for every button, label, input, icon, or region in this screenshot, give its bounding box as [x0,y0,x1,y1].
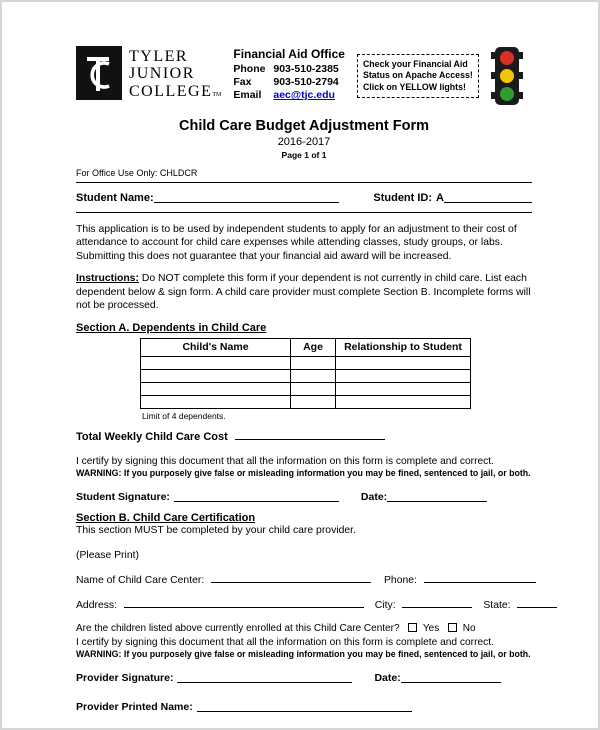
instructions-label: Instructions: [76,273,139,285]
notice-line2: Status on Apache Access! [362,70,473,81]
fax-label: Fax [233,76,252,89]
dependents-table [140,338,471,409]
enrollment-question: Are the children listed above currently enrolled at this Child Care Center? [76,622,400,634]
address-row [76,597,532,611]
student-name-field [154,192,339,203]
instructions-text: Do NOT complete this form if your dependent is not currently in child care. List each dependent below & sign form. A child care provider must complete Section B. Incomplete forms will not be processed. [76,273,531,312]
student-id-label: Student ID: [373,191,433,204]
total-weekly-row [76,429,532,443]
date-label: Date: [360,490,388,503]
intro-paragraph: This application is to be used by independent students to apply for an adjustment to their cost of attendance to account for child care expenses while attending classes, study groups, or labs. Submitting this does not guarantee that your financial aid award will be increased. [76,223,517,262]
student-signature-label: Student Signature: [76,490,170,503]
student-name-label: Student Name: [76,191,154,204]
section-a-heading: Section A. Dependents in Child Care [76,321,267,334]
please-print-note: (Please Print) [76,549,139,561]
office-title: Financial Aid Office [233,47,345,61]
provider-date-field [401,672,501,683]
red-light [500,51,514,65]
table-row [141,369,471,382]
table-row [141,356,471,369]
center-name-row [76,572,532,586]
college-name [129,48,221,100]
center-name-label: Name of Child Care Center: [76,574,205,586]
email-row [233,89,345,102]
traffic-light-icon [489,46,525,106]
warning-statement: WARNING: If you purposely give false or misleading information you may be fined, sentenced to jail, or both. [76,467,531,478]
green-light [500,87,514,101]
yellow-light [500,69,514,83]
notice-line1: Check your Financial Aid [362,59,468,69]
email-link[interactable]: aec@tjc.edu [273,89,335,102]
college-logo [76,46,221,100]
header-age: Age [291,338,336,356]
header-relationship: Relationship to Student [336,338,471,356]
header [76,46,532,106]
divider-bottom [76,212,532,213]
address-field [124,597,364,608]
college-name-line1: TYLER [129,48,189,65]
table-row [141,395,471,408]
address-label: Address: [76,599,118,611]
email-label: Email [233,89,262,102]
tjc-monogram-icon [76,46,122,100]
yes-label: Yes [422,622,440,634]
date-field [387,491,487,502]
form-year: 2016-2017 [277,136,331,149]
trademark-symbol: TM [212,91,222,98]
section-b-heading: Section B. Child Care Certification [76,511,256,524]
college-name-line2: JUNIOR [129,65,195,83]
center-name-field [211,572,371,583]
city-field [402,597,472,608]
provider-signature-row [76,672,532,684]
center-phone-field [424,572,536,583]
center-phone-label: Phone: [384,574,417,586]
phone-row [233,63,345,76]
table-row [141,382,471,395]
provider-printed-name-row [76,701,532,713]
college-name-line3: COLLEGETM [129,82,222,100]
limit-note: Limit of 4 dependents. [142,410,226,421]
student-id-field [444,192,532,203]
form-title: Child Care Budget Adjustment Form [179,118,429,134]
header-childs-name: Child's Name [141,338,291,356]
yes-checkbox [408,623,417,632]
total-weekly-field [235,429,385,440]
warning-statement-provider: WARNING: If you purposely give false or misleading information you may be fined, sentenced to jail, or both. [76,648,531,659]
no-label: No [462,622,476,634]
fax-number: 903-510-2794 [273,76,339,89]
section-b-subtext: This section MUST be completed by your child care provider. [76,524,356,536]
enrollment-question-row [76,623,532,634]
divider-top [76,182,532,183]
phone-label: Phone [233,63,266,75]
provider-signature-field [177,672,352,683]
financial-aid-notice-box [357,54,479,98]
student-signature-row [76,491,532,503]
student-id-prefix: A [436,191,444,204]
notice-line3: Click on YELLOW lights! [362,81,466,92]
provider-signature-label: Provider Signature: [76,671,174,684]
provider-date-label: Date: [374,671,401,684]
office-use-only: For Office Use Only: CHLDCR [76,167,198,178]
student-signature-field [174,491,339,502]
certify-statement: I certify by signing this document that all the information on this form is complete and correct. [76,455,494,467]
fax-row [233,76,345,89]
student-info-row [76,192,532,204]
phone-number: 903-510-2385 [273,63,339,75]
title-block [76,118,532,160]
provider-printed-name-field [197,701,412,712]
no-checkbox [448,623,457,632]
state-field [517,597,557,608]
table-header-row [141,338,471,356]
total-weekly-label: Total Weekly Child Care Cost [76,430,228,443]
office-contact-block [233,47,345,102]
state-label: State: [483,599,511,611]
city-label: City: [374,599,396,611]
instructions-paragraph [76,272,532,313]
page-indicator: Page 1 of 1 [281,149,327,160]
provider-printed-name-label: Provider Printed Name: [76,700,193,713]
certify-statement-provider: I certify by signing this document that all the information on this form is complete and correct. [76,636,494,648]
